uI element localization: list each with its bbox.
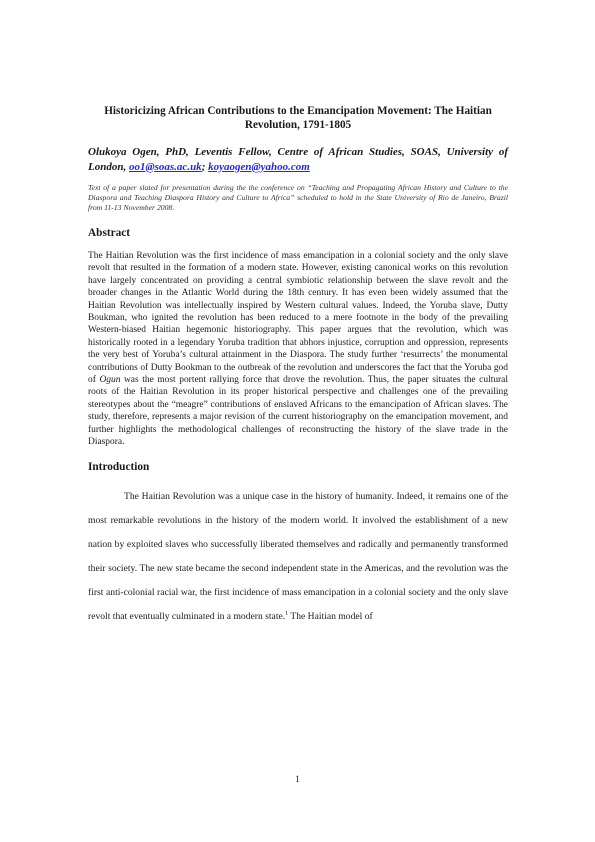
- abstract-emphasis-ogun: Ogun: [99, 375, 121, 386]
- email-separator: ;: [201, 160, 209, 173]
- footnote-reference[interactable]: 1: [285, 610, 289, 617]
- introduction-text: The Haitian Revolution was a unique case in the history of humanity. Indeed, it remains one of the most remarkable revolutions in the history of the modern world. It involved the establishment of a new nation by exploited slaves who successfully liberated themselves and radically and permanently transformed their society. The new state became the second independent state in the Americas, and the revolution was the first anti-colonial racial war, the first incidence of mass emancipation in a colonial society and the only slave revolt that eventually culminated in a modern state.: [88, 490, 508, 622]
- author-affiliation: Olukoya Ogen, PhD, Leventis Fellow, Centre of African Studies, SOAS, University of London,: [88, 146, 508, 173]
- abstract-text-part1: The Haitian Revolution was the first incidence of mass emancipation in a colonial society and the only slave revolt that resulted in the formation of a modern state. However, existing canonical works on this revolution have largely concentrated on providing a central symbiotic relationship between the slave revolt and the broader changes in the Atlantic World during the 18th century. It has even been widely assumed that the Haitian Revolution was intellectually inspired by Western cultural values. Indeed, the Yoruba slave, Dutty Boukman, who ignited the revolution has been reduced to a mere footnote in the body of the prevailing Western-biased Haitian hegemonic historiography. This paper argues that the revolution, which was historically rooted in a legendary Yoruba tradition that abhors injustice, corruption and oppression, represents the very best of Yoruba’s cultural attainment in the Diaspora. The study further ‘resurrects’ the monumental contributions of Dutty Bookman to the outbreak of the revolution and underscores the fact that the Yoruba god of: [88, 251, 508, 386]
- abstract-body: [88, 250, 508, 449]
- introduction-text-tail: The Haitian model of: [288, 610, 373, 622]
- author-line: [88, 145, 508, 174]
- presentation-note: Text of a paper slated for presentation during the the conference on “Teaching and Propagating African History and Culture to the Diaspora and Teaching Diaspora History and Culture to Africa” scheduled to hold in the State University of Rio de Janeiro, Brazil from 11-13 November 2008.: [88, 183, 508, 212]
- email-link-soas[interactable]: oo1@soas.ac.uk: [128, 160, 202, 173]
- paper-title: Historicizing African Contributions to the Emancipation Movement: The Haitian Revolution, 1791-1805: [104, 105, 492, 131]
- page-content: [88, 104, 508, 629]
- abstract-heading: Abstract: [88, 227, 131, 239]
- introduction-heading: Introduction: [88, 460, 150, 473]
- page-number: 1: [295, 775, 300, 785]
- email-link-yahoo[interactable]: koyaogen@yahoo.com: [208, 160, 310, 173]
- abstract-text-part2: was the most portent rallying force that drove the revolution. Thus, the paper situates the cultural roots of the Haitian Revolution in its proper historical perspective and challenges one of the prevailing stereotypes about the “meagre” contributions of enslaved Africans to the emancipation of African slaves. The study, therefore, represents a major revision of the current historiography on the emancipation movement, and further highlights the methodological challenges of reconstructing the history of the slave trade in the Diaspora.: [88, 375, 508, 448]
- introduction-body: [88, 485, 508, 630]
